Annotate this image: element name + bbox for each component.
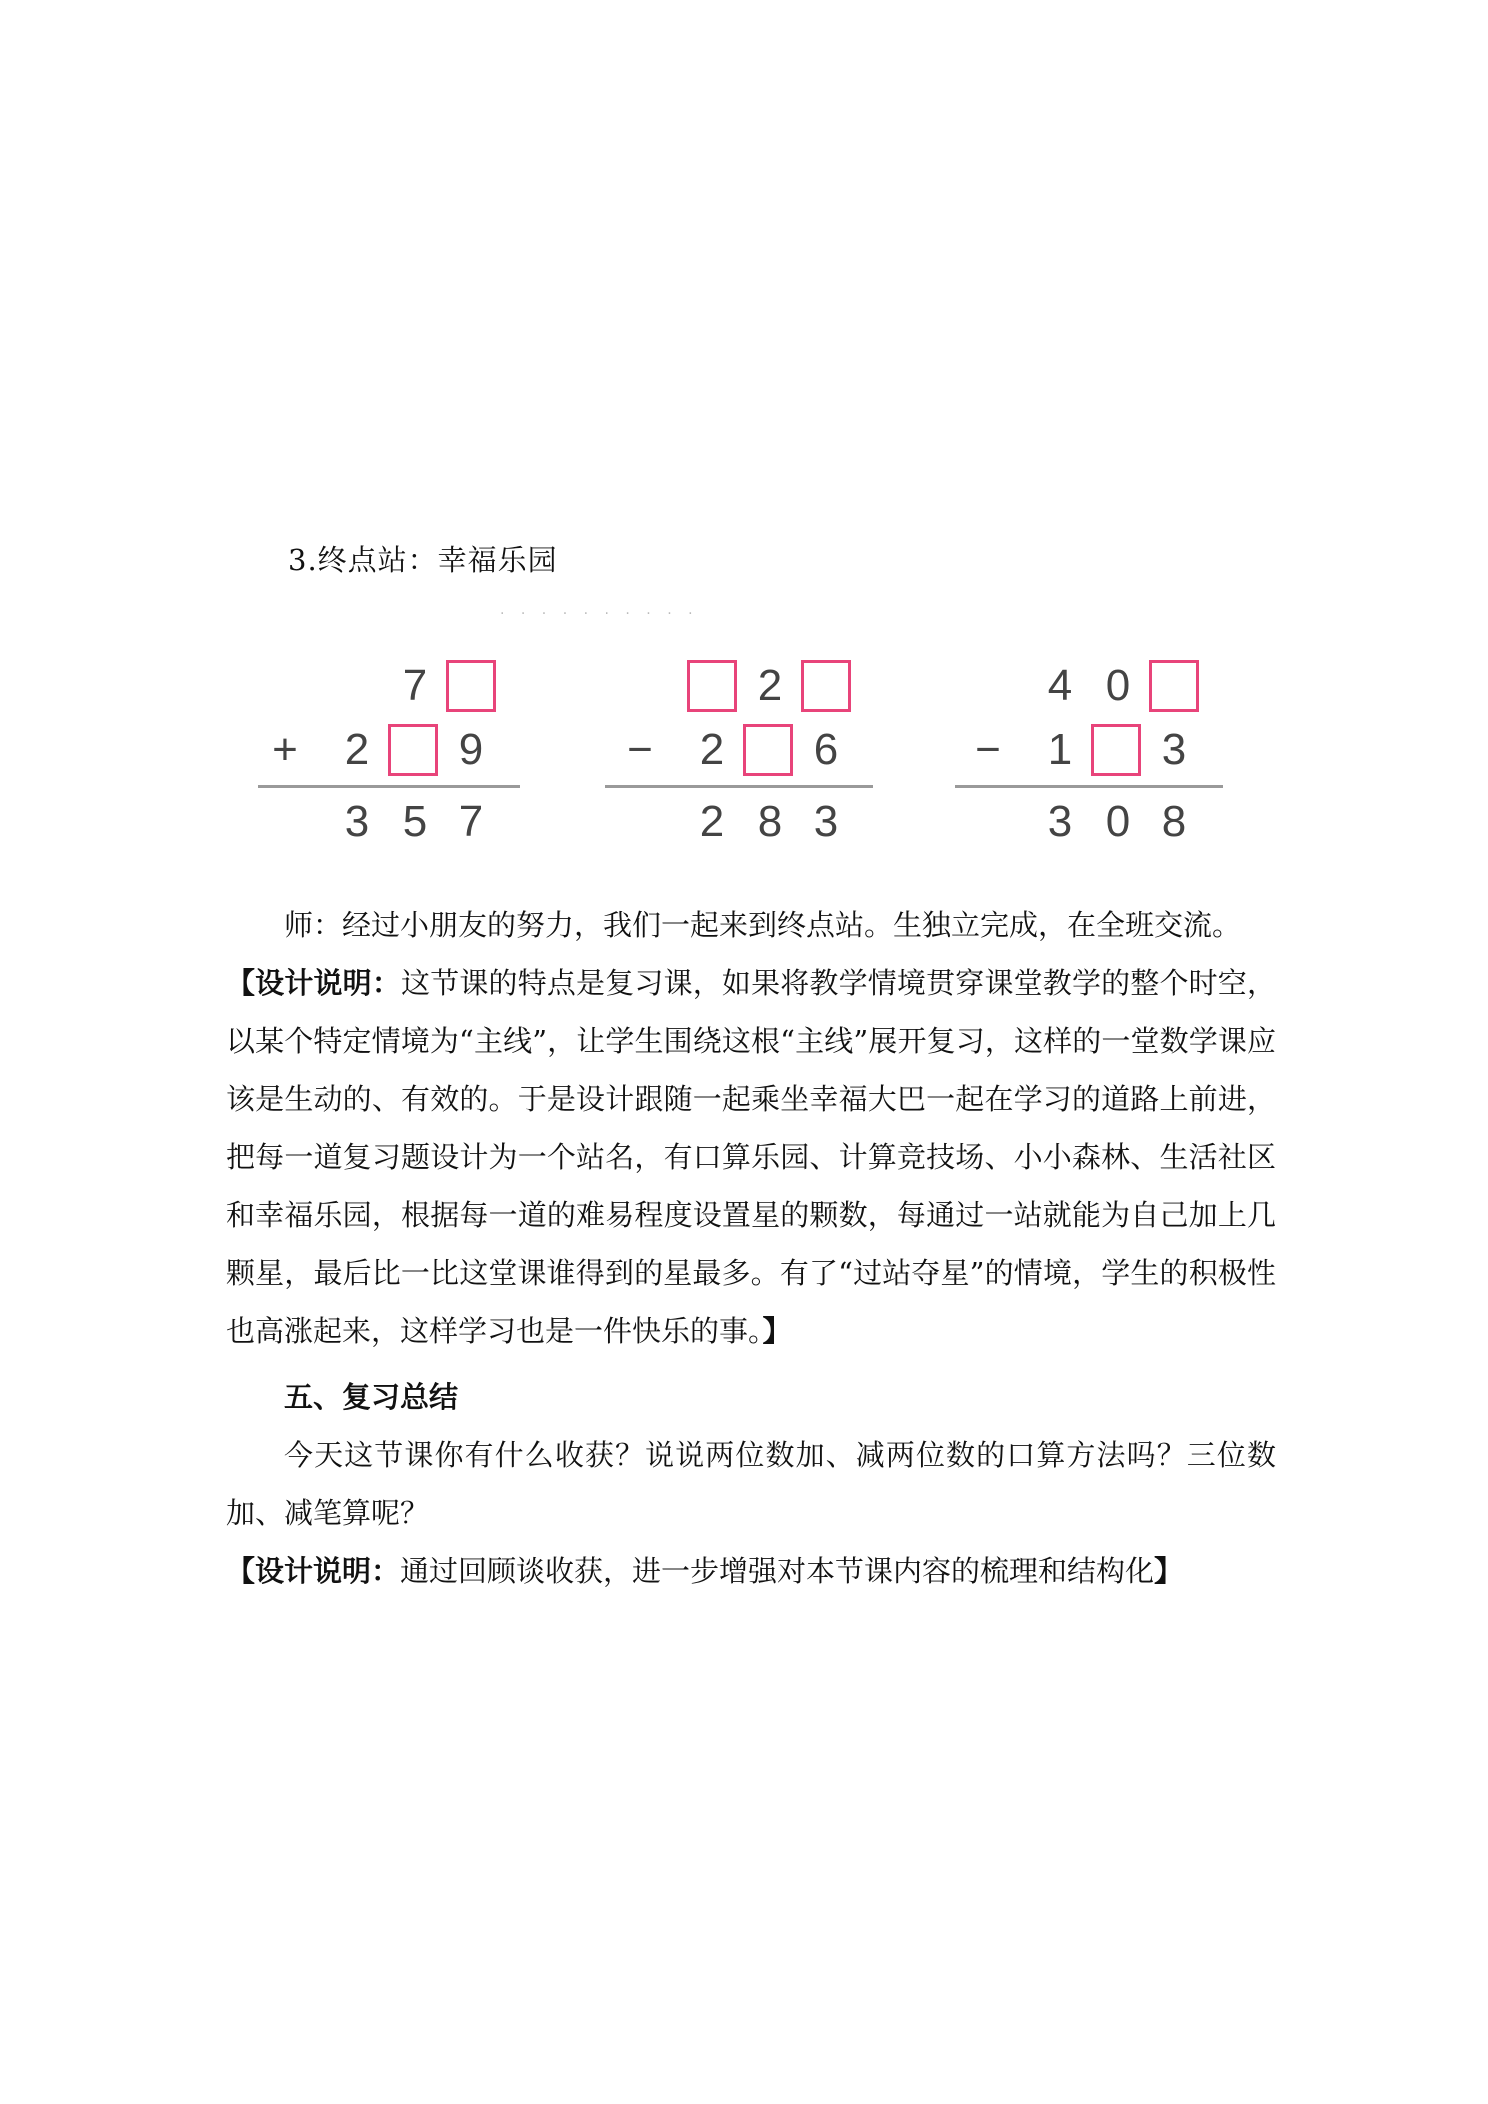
difference-line — [955, 785, 1223, 788]
digit: 2 — [757, 661, 783, 710]
digit: 0 — [1105, 661, 1131, 710]
design-note-1 — [226, 954, 1276, 1360]
result-digit: 8 — [1161, 797, 1187, 846]
digit: 7 — [402, 661, 428, 710]
design-note-close: 】 — [1154, 1554, 1184, 1588]
teacher-instruction: 师：经过小朋友的努力，我们一起来到终点站。生独立完成，在全班交流。 — [284, 908, 1242, 942]
vertical-addition-problem-1 — [258, 650, 528, 850]
design-note-close: 】 — [762, 1314, 792, 1348]
design-note-body: 通过回顾谈收获，进一步增强对本节课内容的梳理和结构化 — [400, 1554, 1155, 1588]
summary-question: 今天这节课你有什么收获？说说两位数加、减两位数的口算方法吗？三位数加、减笔算呢？ — [226, 1438, 1276, 1530]
answer-box[interactable] — [388, 724, 438, 776]
minus-sign: − — [975, 725, 1001, 774]
difference-line — [605, 785, 873, 788]
minus-sign: − — [627, 725, 653, 774]
result-digit: 3 — [344, 797, 370, 846]
answer-box[interactable] — [743, 724, 793, 776]
result-digit: 0 — [1105, 797, 1131, 846]
digit: 3 — [1161, 725, 1187, 774]
digit: 4 — [1047, 661, 1073, 710]
digit: 6 — [813, 725, 839, 774]
result-digit: 8 — [757, 797, 783, 846]
answer-box[interactable] — [446, 660, 496, 712]
result-digit: 7 — [458, 797, 484, 846]
digit: 2 — [699, 725, 725, 774]
answer-box[interactable] — [801, 660, 851, 712]
plus-sign: + — [272, 725, 298, 774]
design-note-label: 【设计说明： — [226, 966, 402, 1000]
answer-box[interactable] — [687, 660, 737, 712]
digit: 2 — [344, 725, 370, 774]
station-heading: 3.终点站：幸福乐园 — [288, 543, 558, 577]
digit: 1 — [1047, 725, 1073, 774]
answer-box[interactable] — [1149, 660, 1199, 712]
design-note-2 — [226, 1542, 1276, 1600]
result-digit: 3 — [813, 797, 839, 846]
vertical-subtraction-problem-3 — [955, 650, 1225, 850]
result-digit: 2 — [699, 797, 725, 846]
sum-line — [258, 785, 520, 788]
answer-box[interactable] — [1091, 724, 1141, 776]
digit: 9 — [458, 725, 484, 774]
decorative-dots: · · · · · · · · · · — [500, 606, 699, 622]
vertical-subtraction-problem-2 — [605, 650, 875, 850]
design-note-body: 这节课的特点是复习课，如果将教学情境贯穿课堂教学的整个时空，以某个特定情境为“主线”，让学生围绕这根“主线”展开复习，这样的一堂数学课应该是生动的、有效的。于是设计跟随一起乘坐幸福大巴一起在学习的道路上前进，把每一道复习题设计为一个站名，有口算乐园、计算竞技场、小小森林、生活社区和幸福乐园，根据每一道的难易程度设置星的颗数，每通过一站就能为自己加上几颗星，最后比一比这堂课谁得到的星最多。有了“过站夺星”的情境，学生的积极性也高涨起来，这样学习也是一件快乐的事。 — [226, 966, 1276, 1348]
result-digit: 3 — [1047, 797, 1073, 846]
design-note-label: 【设计说明： — [226, 1554, 401, 1588]
section-title: 五、复习总结 — [284, 1380, 459, 1414]
result-digit: 5 — [402, 797, 428, 846]
